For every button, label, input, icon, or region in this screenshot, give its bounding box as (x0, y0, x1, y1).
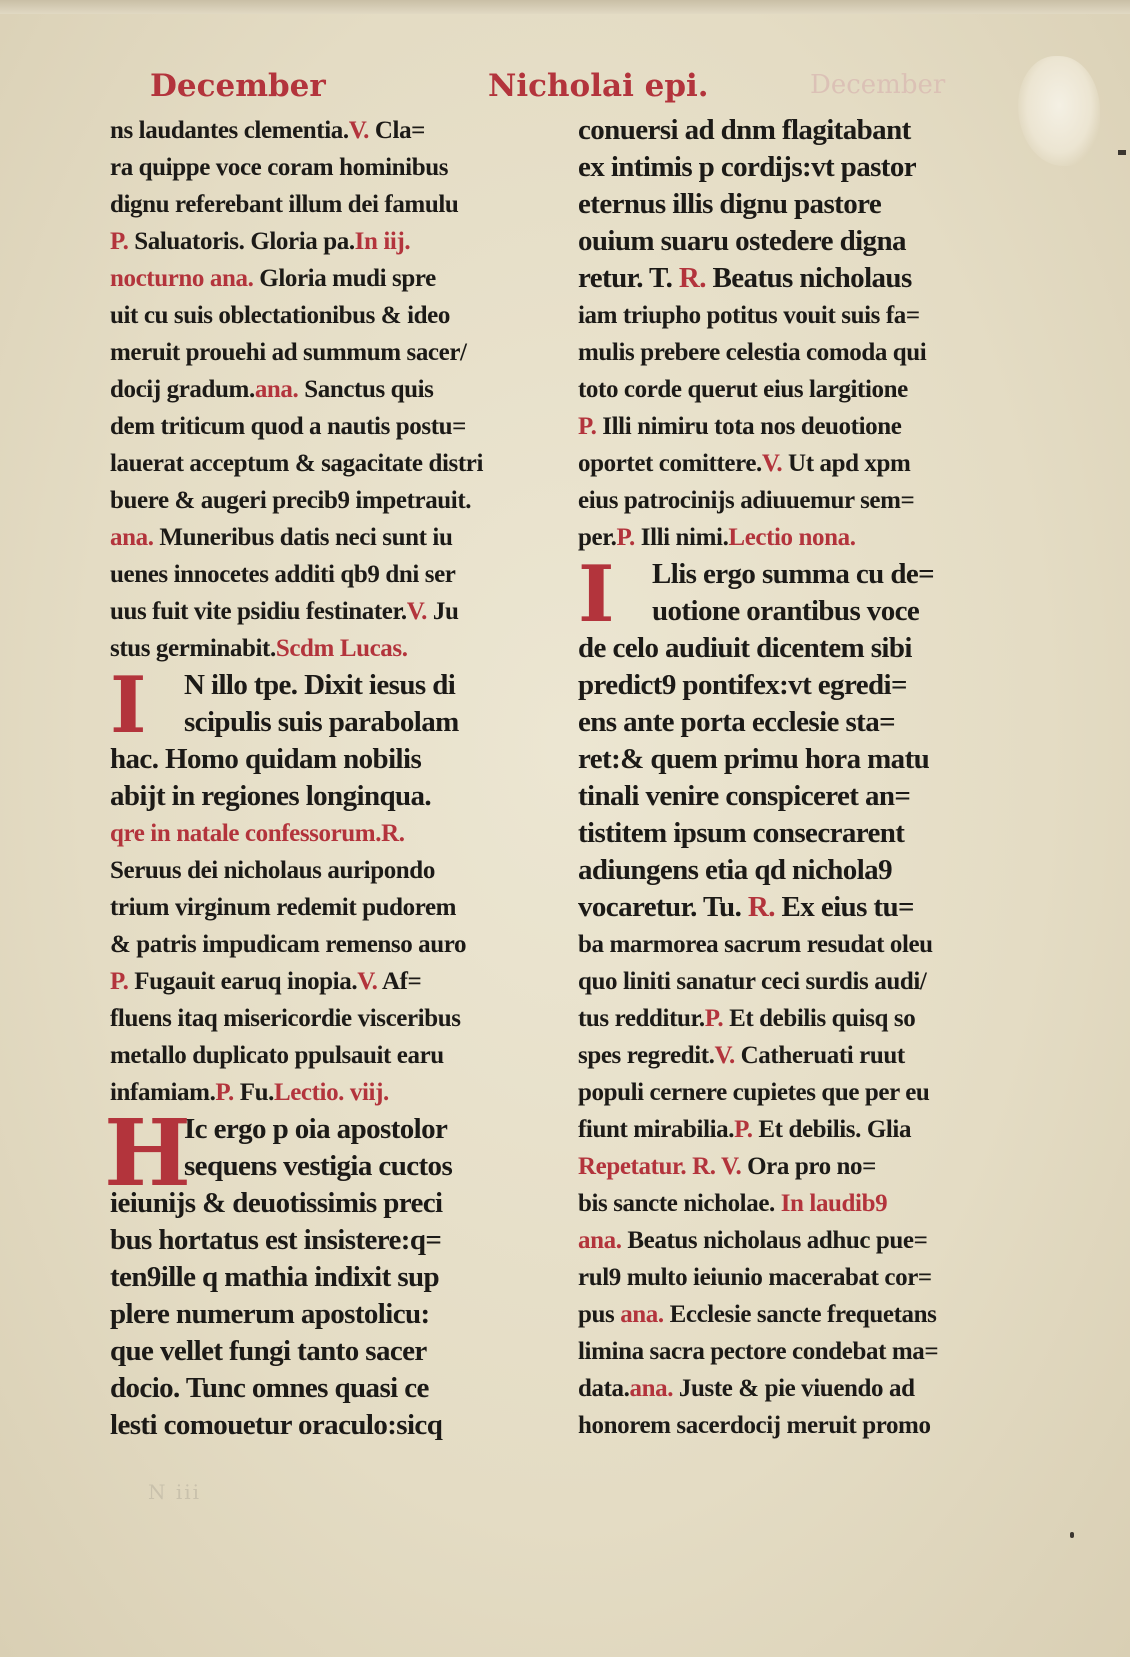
text-line (578, 1296, 1028, 1333)
text-line (110, 556, 550, 593)
body-text: hac. Homo quidam nobilis (110, 743, 422, 775)
body-text: eius patrocinijs adiuuemur sem= (578, 487, 915, 514)
body-text: que vellet fungi tanto sacer (110, 1335, 427, 1367)
text-line (578, 556, 1028, 593)
rubric-text: Lectio. viij. (273, 1079, 389, 1106)
body-text: retur. T. (578, 262, 679, 294)
rubric-text: ana. (629, 1375, 679, 1402)
body-text: uotione orantibus voce (652, 595, 920, 627)
text-line (578, 963, 1028, 1000)
text-line (110, 297, 550, 334)
text-line (578, 630, 1028, 667)
body-text: vocaretur. Tu. (578, 891, 748, 923)
rubric-text: In iij. (354, 228, 411, 255)
text-line (578, 1333, 1028, 1370)
body-text: Gloria mudi spre (259, 265, 436, 292)
text-line (110, 852, 550, 889)
text-line (578, 482, 1028, 519)
body-text: honorem sacerdocij meruit promo (578, 1412, 931, 1439)
text-line (110, 408, 550, 445)
body-text: Fu. (239, 1079, 274, 1106)
text-line (578, 852, 1028, 889)
text-line (110, 593, 550, 630)
text-line (578, 408, 1028, 445)
header-showthrough: December (810, 70, 946, 100)
body-text: tistitem ipsum consecrarent (578, 817, 905, 849)
body-text: ieiunijs & deuotissimis preci (110, 1187, 443, 1219)
body-text: lauerat acceptum & sagacitate distri (110, 450, 484, 477)
body-text: spes regredit. (578, 1042, 715, 1069)
text-line (578, 778, 1028, 815)
body-text: docij gradum. (110, 376, 255, 403)
body-text: metallo duplicato ppulsauit earu (110, 1042, 444, 1069)
page-top-edge (0, 0, 1130, 14)
body-text: Muneribus datis neci sunt iu (159, 524, 453, 551)
body-text: Sanctus quis (304, 376, 434, 403)
red-initial-h: H (104, 1099, 191, 1207)
text-line (578, 1000, 1028, 1037)
body-text: mulis prebere celestia comoda qui (578, 339, 927, 366)
text-line (578, 149, 1028, 186)
body-text: Llis ergo summa cu de= (652, 558, 935, 590)
rubric-text: V. (714, 1042, 741, 1069)
text-line (110, 1000, 550, 1037)
body-text: Beatus nicholaus adhuc pue= (627, 1227, 928, 1254)
text-line (578, 889, 1028, 926)
body-text: ba marmorea sacrum resudat oleu (578, 931, 933, 958)
body-text: Cla= (369, 117, 426, 144)
body-text: docio. Tunc omnes quasi ce (110, 1372, 429, 1404)
text-line (578, 297, 1028, 334)
rubric-text: ana. (620, 1301, 670, 1328)
text-line (110, 1407, 550, 1444)
body-text: Illi nimiru tota nos deuotione (602, 413, 902, 440)
body-text: uenes innocetes additi qb9 dni ser (110, 561, 456, 588)
body-text: ret:& quem primu hora matu (578, 743, 930, 775)
body-text: dem triticum quod a nautis postu= (110, 413, 466, 440)
body-text: bis sancte nicholae. (578, 1190, 775, 1217)
rubric-text: V. (406, 598, 433, 625)
body-text: Catheruati ruut (740, 1042, 905, 1069)
body-text: trium virginum redemit pudorem (110, 894, 457, 921)
text-line (110, 630, 550, 667)
body-text: Ex eius tu= (781, 891, 914, 923)
text-line (578, 186, 1028, 223)
rubric-text: Scdm Lucas. (275, 635, 408, 662)
rubric-text: ana. (254, 376, 305, 403)
text-line (110, 1333, 550, 1370)
text-line (110, 482, 550, 519)
text-line (110, 815, 550, 852)
body-text: meruit prouehi ad summum sacer/ (110, 339, 467, 366)
body-text: ouium suaru ostedere digna (578, 225, 906, 257)
text-line (110, 667, 550, 704)
text-line (110, 778, 550, 815)
text-line (578, 1185, 1028, 1222)
body-text: abijt in regiones longinqua. (110, 780, 432, 812)
body-text: Af= (381, 968, 422, 995)
body-text: tinali venire conspiceret an= (578, 780, 911, 812)
rubric-text: P. (215, 1079, 240, 1106)
rubric-text: V. (348, 117, 370, 144)
body-text: conuersi ad dnm flagitabant (578, 114, 911, 146)
text-line (578, 667, 1028, 704)
text-line (578, 1222, 1028, 1259)
text-line (578, 260, 1028, 297)
body-text: bus hortatus est insistere:q= (110, 1224, 442, 1256)
rubric-text: P. (578, 413, 603, 440)
text-line (110, 1296, 550, 1333)
red-initial-i: I (578, 549, 615, 640)
rubric-text: In laudib9 (774, 1190, 888, 1217)
body-text: Fugauit earuq inopia. (134, 968, 358, 995)
body-text: Ju (432, 598, 459, 625)
text-line (578, 593, 1028, 630)
body-text: populi cernere cupietes que per eu (578, 1079, 930, 1106)
body-text: scipulis suis parabolam (184, 706, 459, 738)
body-text: sequens vestigia cuctos (184, 1150, 453, 1182)
rubric-text: Lectio nona. (728, 524, 856, 551)
rubric-text: R. (747, 891, 782, 923)
text-line (578, 1074, 1028, 1111)
text-line (578, 519, 1028, 556)
body-text: eternus illis dignu pastore (578, 188, 882, 220)
rubric-text: P. (734, 1116, 759, 1143)
text-line (110, 963, 550, 1000)
body-text: toto corde querut eius largitione (578, 376, 908, 403)
rubric-text: V. (761, 450, 789, 477)
rubric-text: R. (678, 262, 713, 294)
body-text: pus (578, 1301, 621, 1328)
text-line (110, 926, 550, 963)
text-line (578, 223, 1028, 260)
body-text: dignu referebant illum dei famulu (110, 191, 459, 218)
rubric-text: ana. (110, 524, 160, 551)
body-text: quo liniti sanatur ceci surdis audi/ (578, 968, 927, 995)
body-text: de celo audiuit dicentem sibi (578, 632, 912, 664)
text-line (110, 704, 550, 741)
text-line (110, 445, 550, 482)
body-text: & patris impudicam remenso auro (110, 931, 467, 958)
text-line (578, 1111, 1028, 1148)
text-line (110, 1222, 550, 1259)
ink-dot (1070, 1532, 1074, 1538)
text-line (110, 186, 550, 223)
body-text: fiunt mirabilia. (578, 1116, 735, 1143)
text-line (578, 815, 1028, 852)
text-line (578, 371, 1028, 408)
body-text: fluens itaq misericordie visceribus (110, 1005, 461, 1032)
body-text: Illi nimi. (640, 524, 729, 551)
body-text: ens ante porta ecclesie sta= (578, 706, 896, 738)
body-text: adiungens etia qd nichola9 (578, 854, 892, 886)
body-text: buere & augeri precib9 impetrauit. (110, 487, 472, 514)
body-text: per. (578, 524, 617, 551)
text-line (578, 112, 1028, 149)
text-line (578, 1148, 1028, 1185)
text-line (110, 1370, 550, 1407)
body-text: stus germinabit. (110, 635, 276, 662)
rubric-text: P. (110, 968, 135, 995)
text-line (578, 334, 1028, 371)
text-line (110, 1037, 550, 1074)
rubric-text: P. (704, 1005, 730, 1032)
body-text: lesti comouetur oraculo:sicq (110, 1409, 443, 1441)
rubric-text: qre in natale confessorum. (110, 820, 382, 847)
header-month: December (150, 68, 326, 104)
body-text: ra quippe voce coram hominibus (110, 154, 449, 181)
rubric-text: P. (110, 228, 135, 255)
running-header (0, 68, 1130, 116)
body-text: ns laudantes clementia. (110, 117, 349, 144)
body-text: tus redditur. (578, 1005, 705, 1032)
body-text: rul9 multo ieiunio macerabat cor= (578, 1264, 932, 1291)
red-initial-i: I (110, 660, 147, 751)
body-text: ex intimis p cordijs:vt pastor (578, 151, 917, 183)
text-line (110, 149, 550, 186)
text-line (578, 704, 1028, 741)
text-line (110, 1259, 550, 1296)
left-text-column (104, 112, 550, 1444)
text-line (578, 1037, 1028, 1074)
body-text: iam triupho potitus vouit suis fa= (578, 302, 920, 329)
text-line (110, 889, 550, 926)
text-line (110, 223, 550, 260)
text-line (578, 1370, 1028, 1407)
text-line (578, 926, 1028, 963)
rubric-text: R. (381, 820, 405, 847)
text-line (578, 741, 1028, 778)
body-text: infamiam. (110, 1079, 216, 1106)
body-text: uus fuit vite psidiu festinater. (110, 598, 407, 625)
header-feast: Nicholai epi. (488, 68, 709, 104)
body-text: Ecclesie sancte frequetans (669, 1301, 937, 1328)
body-text: N illo tpe. Dixit iesus di (184, 669, 456, 701)
text-line (578, 1259, 1028, 1296)
text-line (578, 445, 1028, 482)
rubric-text: ana. (578, 1227, 628, 1254)
body-text: ten9ille q mathia indixit sup (110, 1261, 440, 1293)
right-text-column (578, 112, 1028, 1444)
body-text: Et debilis quisq so (729, 1005, 916, 1032)
body-text: Beatus nicholaus (712, 262, 912, 294)
text-line (110, 519, 550, 556)
body-text: limina sacra pectore condebat ma= (578, 1338, 939, 1365)
text-line (578, 1407, 1028, 1444)
text-line (110, 260, 550, 297)
body-text: predict9 pontifex:vt egredi= (578, 669, 907, 701)
body-text: Ut apd xpm (788, 450, 911, 477)
body-text: Juste & pie viuendo ad (678, 1375, 915, 1402)
rubric-text: nocturno ana. (110, 265, 260, 292)
body-text: Ic ergo p oia apostolor (184, 1113, 448, 1145)
text-line (110, 741, 550, 778)
body-text: Et debilis. Glia (758, 1116, 912, 1143)
rubric-text: P. (616, 524, 641, 551)
body-text: Seruus dei nicholaus auripondo (110, 857, 435, 884)
text-line (110, 371, 550, 408)
text-line (110, 334, 550, 371)
body-text: plere numerum apostolicu: (110, 1298, 430, 1330)
text-line (110, 112, 550, 149)
ink-mark (1118, 150, 1126, 155)
rubric-text: V. (357, 968, 382, 995)
body-text: oportet comittere. (578, 450, 762, 477)
rubric-text: Repetatur. R. V. (578, 1153, 748, 1180)
body-text: Ora pro no= (747, 1153, 876, 1180)
body-text: uit cu suis oblectationibus & ideo (110, 302, 450, 329)
body-text: Saluatoris. Gloria pa. (134, 228, 355, 255)
body-text: data. (578, 1375, 630, 1402)
signature-mark: N iii (148, 1480, 202, 1504)
